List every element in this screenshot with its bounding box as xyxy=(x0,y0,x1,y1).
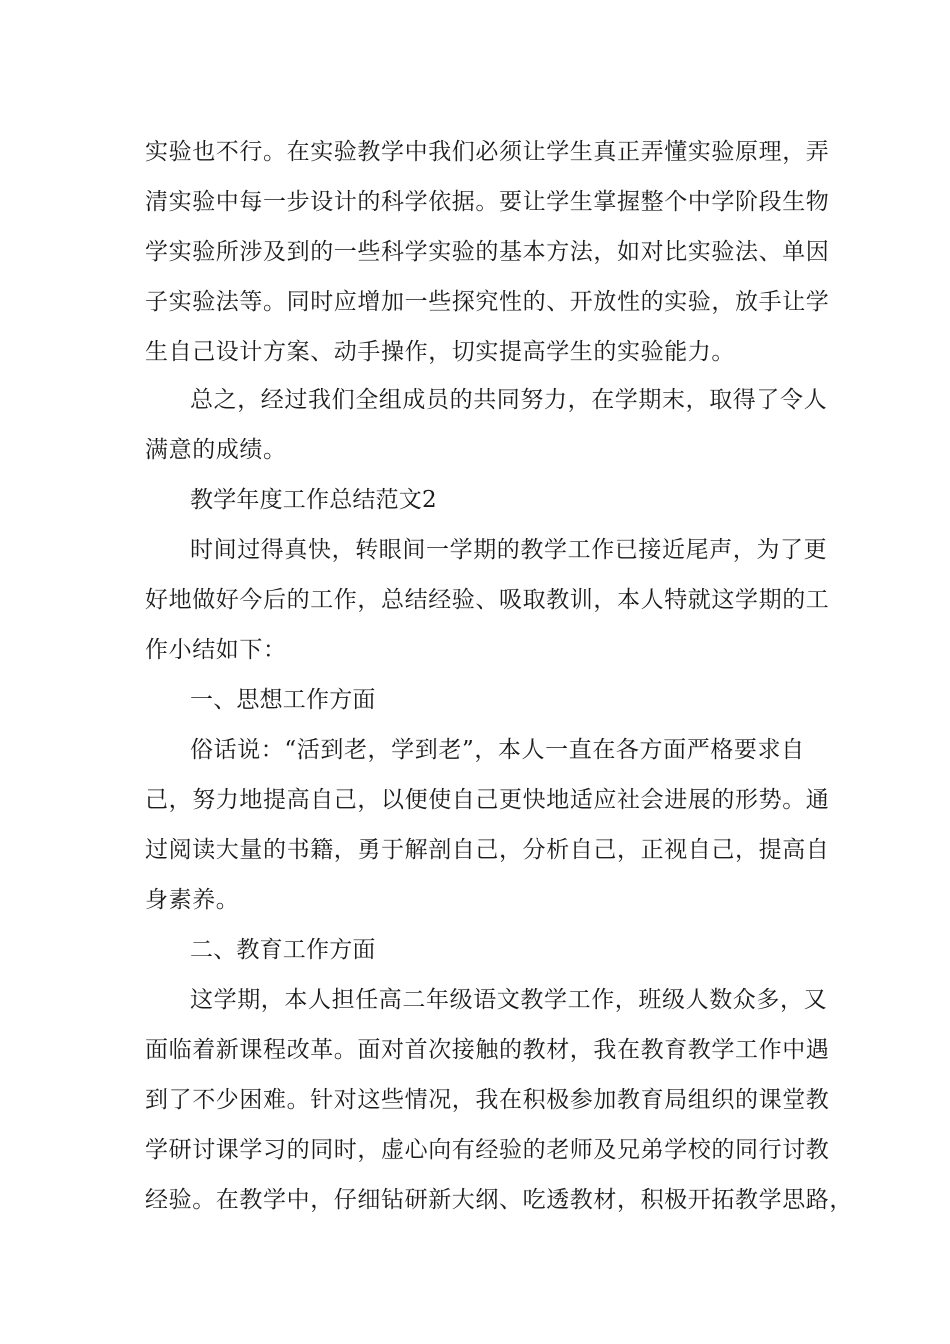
paragraph-line: 时间过得真快，转眼间一学期的教学工作已接近尾声，为了更 xyxy=(190,537,828,563)
section-heading: 二、教育工作方面 xyxy=(190,937,376,963)
paragraph-line: 总之，经过我们全组成员的共同努力，在学期末，取得了令人 xyxy=(190,387,828,413)
paragraph-line: 学实验所涉及到的一些科学实验的基本方法，如对比实验法、单因 xyxy=(145,239,830,265)
paragraph-line: 己，努力地提高自己，以便使自己更快地适应社会进展的形势。通 xyxy=(145,787,830,813)
paragraph-line: 身素养。 xyxy=(145,887,240,913)
paragraph-line: 好地做好今后的工作，总结经验、吸取教训，本人特就这学期的工 xyxy=(145,587,830,613)
paragraph-line: 过阅读大量的书籍，勇于解剖自己，分析自己，正视自己，提高自 xyxy=(145,837,830,863)
paragraph-line: 面临着新课程改革。面对首次接触的教材，我在教育教学工作中遇 xyxy=(145,1037,830,1063)
paragraph-line: 到了不少困难。针对这些情况，我在积极参加教育局组织的课堂教 xyxy=(145,1087,830,1113)
section-heading: 教学年度工作总结范文2 xyxy=(190,487,437,513)
paragraph-line: 俗话说：“活到老，学到老”，本人一直在各方面严格要求自 xyxy=(190,737,805,763)
paragraph-line: 经验。在教学中，仔细钻研新大纲、吃透教材，积极开拓教学思路， xyxy=(145,1187,853,1213)
paragraph-line: 实验也不行。在实验教学中我们必须让学生真正弄懂实验原理，弄 xyxy=(145,139,830,165)
paragraph-line: 清实验中每一步设计的科学依据。要让学生掌握整个中学阶段生物 xyxy=(145,189,830,215)
paragraph-line: 学研讨课学习的同时，虚心向有经验的老师及兄弟学校的同行讨教 xyxy=(145,1137,830,1163)
section-heading: 一、思想工作方面 xyxy=(190,687,376,713)
paragraph-line: 作小结如下： xyxy=(145,637,287,663)
paragraph-line: 子实验法等。同时应增加一些探究性的、开放性的实验，放手让学 xyxy=(145,289,830,315)
paragraph-line: 这学期，本人担任高二年级语文教学工作，班级人数众多，又 xyxy=(190,987,828,1013)
paragraph-line: 生自己设计方案、动手操作，切实提高学生的实验能力。 xyxy=(145,339,735,365)
paragraph-line: 满意的成绩。 xyxy=(145,437,287,463)
